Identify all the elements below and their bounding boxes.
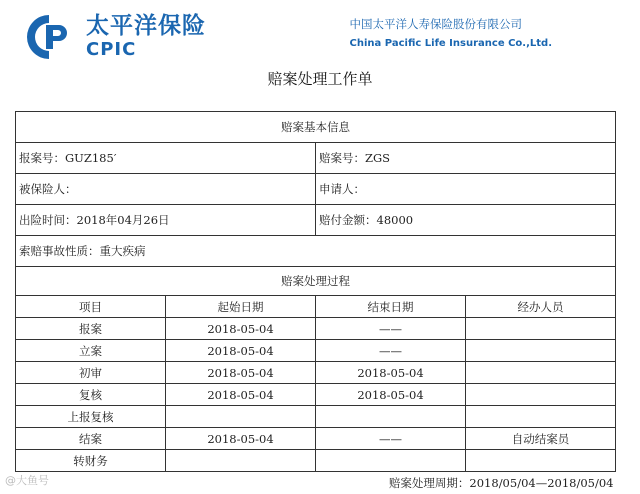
row-end-date: 2018-05-04 [316,362,466,384]
logo-chinese-name: 太平洋保险 [86,13,206,39]
table-row [16,406,616,428]
company-name-block [350,16,552,52]
logo-english-name: CPIC [86,39,206,61]
payout-amount: 赔付金额：48000 [316,205,616,236]
cpic-logo-icon [20,12,78,62]
row-handler [466,340,616,362]
row-handler: 自动结案员 [466,428,616,450]
row-item: 复核 [16,384,166,406]
row-handler [466,406,616,428]
insured-person: 被保险人： [16,174,316,205]
row-end-date: —— [316,428,466,450]
claim-work-form [15,111,616,494]
row-start-date [166,406,316,428]
row-end-date: —— [316,340,466,362]
process-heading: 赔案处理过程 [16,267,616,296]
row-handler [466,450,616,472]
watermark: @大鱼号 [5,472,49,488]
claim-number: 赔案号：ZGS [316,143,616,174]
row-start-date: 2018-05-04 [166,340,316,362]
table-row [16,384,616,406]
table-row [16,428,616,450]
row-item: 立案 [16,340,166,362]
company-name-chinese: 中国太平洋人寿保险股份有限公司 [350,16,552,32]
row-start-date: 2018-05-04 [166,362,316,384]
row-item: 上报复核 [16,406,166,428]
header-handler: 经办人员 [466,296,616,318]
basic-info-heading: 赔案基本信息 [16,112,616,143]
table-row [16,450,616,472]
row-item: 结案 [16,428,166,450]
row-handler [466,384,616,406]
applicant: 申请人： [316,174,616,205]
report-number: 报案号：GUZ185′ [16,143,316,174]
row-end-date: —— [316,318,466,340]
process-header-row [16,296,616,318]
accident-time: 出险时间：2018年04月26日 [16,205,316,236]
row-handler [466,318,616,340]
row-start-date [166,450,316,472]
document-title: 赔案处理工作单 [0,68,640,89]
row-handler [466,362,616,384]
company-name-english: China Pacific Life Insurance Co.,Ltd. [350,36,552,52]
row-start-date: 2018-05-04 [166,318,316,340]
claim-nature: 索赔事故性质：重大疾病 [16,236,616,267]
table-row [16,362,616,384]
table-row [16,340,616,362]
row-end-date: 2018-05-04 [316,384,466,406]
header-end-date: 结束日期 [316,296,466,318]
cpic-logo [20,12,206,62]
row-item: 报案 [16,318,166,340]
row-start-date: 2018-05-04 [166,428,316,450]
row-item: 初审 [16,362,166,384]
row-end-date [316,450,466,472]
header-start-date: 起始日期 [166,296,316,318]
table-row [16,318,616,340]
row-item: 转财务 [16,450,166,472]
header-item: 项目 [16,296,166,318]
row-start-date: 2018-05-04 [166,384,316,406]
row-end-date [316,406,466,428]
processing-period: 赔案处理周期：2018/05/04—2018/05/04 [16,472,616,494]
